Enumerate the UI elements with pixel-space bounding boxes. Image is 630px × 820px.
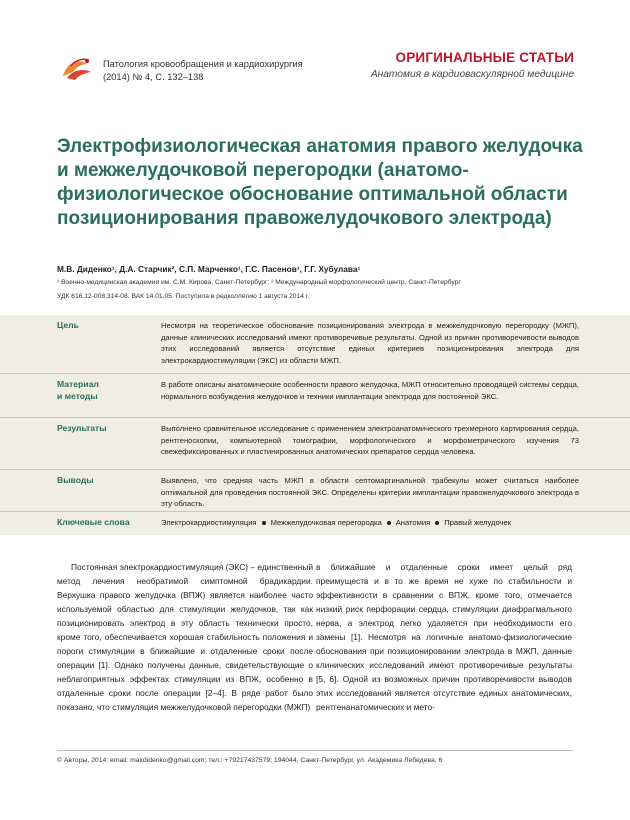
affiliations: ¹ Военно-медицинская академия им. С.М. Кирова, Санкт-Петербург; ² Международный морфологический центр, Санкт-Петербург (57, 279, 461, 286)
keywords-list (161, 517, 511, 529)
abstract-row-conclusions (0, 469, 630, 512)
article-title: Электрофизиологическая анатомия правого желудочка и межжелудочковой перегородки (анатомо-физиологическое обоснование оптимальной области позиционирования правожелудочкового электрода) (57, 136, 583, 229)
authors: М.В. Диденко¹, Д.А. Старчик², С.П. Марченко¹, Г.С. Пасенов¹, Г.Г. Хубулава¹ (57, 264, 361, 274)
conclusions-text: Выявлено, что средняя часть МЖП в области септомаргинальной трабекулы может считаться наиболее оптимальной для проведения постоянной ЭКС. Определены критерии имплантации правожелудочкового электрода в эту область. (161, 476, 579, 508)
journal-logo-icon (57, 54, 97, 84)
results-label: Результаты (57, 423, 107, 433)
methods-label (57, 379, 99, 402)
keyword: Электрокардиостимуляция (161, 518, 257, 527)
footer-contacts: © Авторы, 2014; email: maxdidenko@gmail.com; тел.: +79217437579; 194044, Санкт-Петербург, ул. Академика Лебедева, 6 (57, 757, 443, 764)
keyword: Межжелудочковая перегородка (270, 518, 382, 527)
abstract-row-results (0, 417, 630, 470)
aim-text: Несмотря на теоретическое обоснование позиционирования электрода в межжелудочковую перегородку (МЖП), данные клинических исследований имеют противоречивые результаты. Одной из причин противоречивости выводов этих исследований является отсутствие единых критериев позиционирования электрода для электрокардиостимуляции (ЭКС) из области МЖП. (161, 321, 579, 365)
abstract-row-aim (0, 315, 630, 373)
udc-line: УДК 616.12-008.314-08. ВАК 14.01.05. Поступила в редколлегию 1 августа 2014 г. (57, 293, 310, 300)
body-left-column: Постоянная электрокардиостимуляция (ЭКС) – единственный метод лечения необратимой симптомной брадикардии. Верхушка правого желудочка (ВПЖ) является наиболее часто используемой областью для стимуляции желудочков, так как позиционировать электрод в эту область технически просто, кроме того, обеспечивается хорошая стабильность положения и пороги стимуляции в ближайшие и отдаленные сроки после операции [1]. Однако получены данные, свидетельствующие о неблагоприятных эффектах стимуляции из ВПЖ, особенно в отдаленные сроки после операции [2–4]. В ряде работ было показано, что стимуляция межжелудочковой перегородки (МЖП) (57, 562, 314, 712)
keywords-label: Ключевые слова (57, 517, 130, 527)
abstract-row-methods (0, 373, 630, 418)
footer-divider (57, 750, 573, 751)
bullet-icon (435, 521, 439, 525)
journal-issue: (2014) № 4, С. 132–138 (103, 72, 204, 82)
methods-text: В работе описаны анатомические особенности правого желудочка, МЖП относительно проводящей системы сердца, нормального возбуждения желудочков и техники имплантации электрода для постоянной ЭКС. (161, 380, 579, 401)
body-right-column: в ближайшие и отдаленные сроки имеет целый ряд преимуществ и в то же время не хуже по стабильности и эффективности в сравнении с ВПЖ, кроме того, отмечается низкий риск перфорации сердца, стимуляции диафрагмального нерва, а электрод легко удаляется при необходимости его замены [1]. Несмотря на логичные анатомо-физиологические обоснования при позиционировании электрода в МЖП, данные клинических исследований имеют противоречивые результаты [5, 6]. Одной из возможных причин противоречивости выводов этих исследований является отсутствие единых анатомических, рентгенанатомических и мето- (316, 562, 572, 712)
bullet-icon (262, 521, 266, 525)
journal-citation (103, 58, 303, 84)
journal-name: Патология кровообращения и кардиохирургия (103, 59, 303, 69)
methods-label-line1: Материал (57, 379, 99, 389)
abstract-box (0, 315, 630, 535)
aim-label: Цель (57, 320, 79, 330)
keyword: Анатомия (395, 518, 431, 527)
keyword: Правый желудочек (444, 518, 511, 527)
abstract-row-keywords (0, 511, 630, 536)
section-title: ОРИГИНАЛЬНЫЕ СТАТЬИ (395, 50, 574, 65)
results-text: Выполнено сравнительное исследование с применением электроанатомического трехмерного картирования сердца, рентгеноскопии, компьютерной томографии, морфологического и морфометрического изучения 73 свежефиксированных и пластинированных анатомических препаратов сердца человека. (161, 424, 579, 456)
methods-label-line2: и методы (57, 390, 98, 401)
conclusions-label: Выводы (57, 475, 94, 485)
section-subtitle: Анатомия в кардиоваскулярной медицине (370, 69, 574, 80)
bullet-icon (387, 521, 391, 525)
